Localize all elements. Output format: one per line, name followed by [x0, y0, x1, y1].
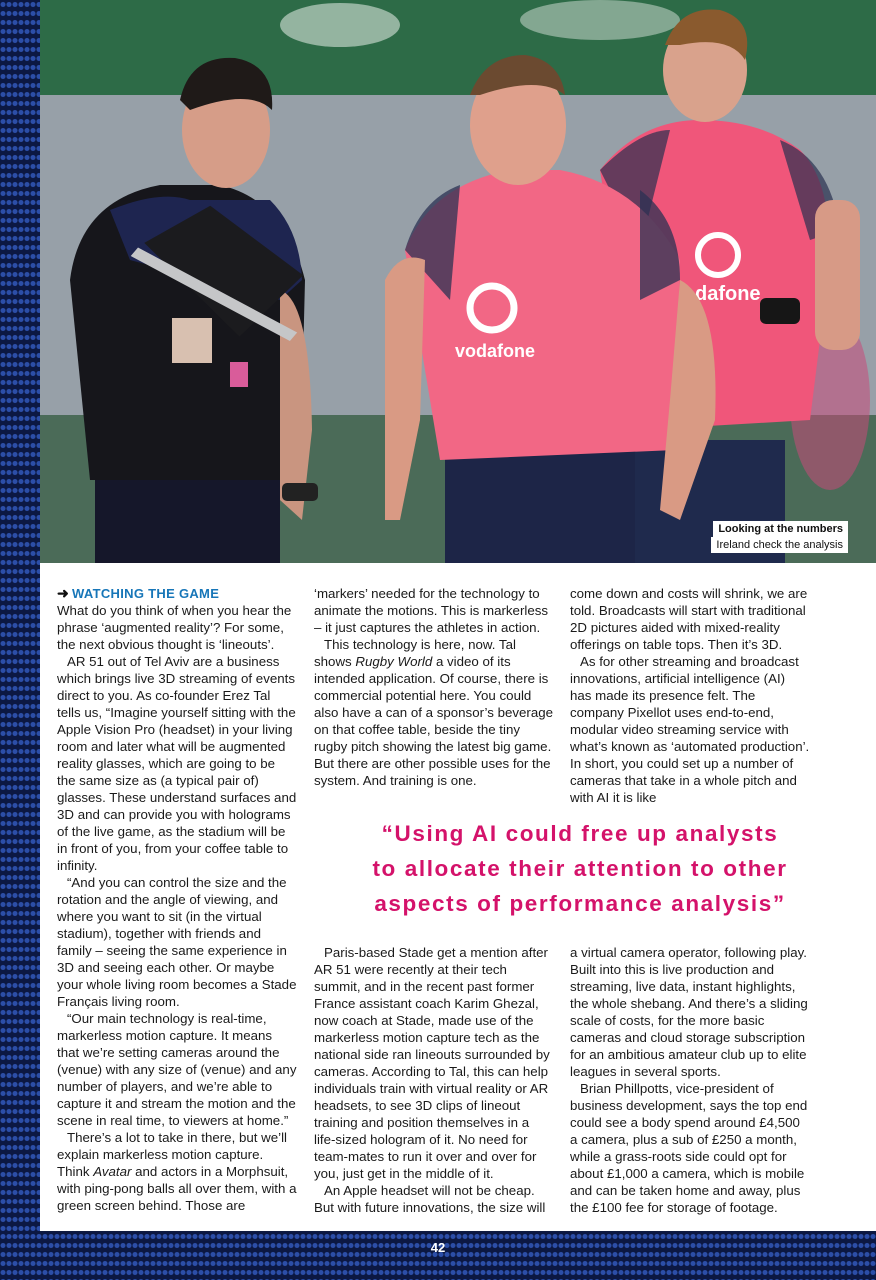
pull-quote-line: aspects of performance analysis” — [374, 891, 786, 916]
article-column-2-bottom — [314, 944, 554, 1216]
page-border-left — [0, 0, 40, 1280]
pull-quote-line: to allocate their attention to other — [372, 856, 788, 881]
text-run: a video of its intended application. Of course, there is commercial potential here. You could also have a can of a sponsor’s beverage on that coffee table, beside the tiny rugby pitch showing the latest big game. But there are other possible uses for the system. And training is one. — [314, 654, 554, 788]
page-number: 42 — [430, 1240, 446, 1255]
paragraph: Paris-based Stade get a mention after AR 51 were recently at their tech summit, and in the recent past former France assistant coach Karim Ghezal, now coach at Stade, made use of the markerless motion capture tech as the national side ran lineouts surrounded by cameras. According to Tal, this can help individuals train with virtual reality or AR headsets, to see 3D clips of lineout training and position themselves in a life-sized hologram of it. No need for team-mates to run it over and over for you, just get in the middle of it. — [314, 945, 550, 1181]
paragraph: “And you can control the size and the rotation and the angle of viewing, and where you want to sit (in the virtual stadium), together with friends and family – seeing the same experience in 3D and seeing each other. Or maybe your whole living room becomes a Stade Français living room. — [57, 875, 297, 1009]
paragraph: An Apple headset will not be cheap. But with future innovations, the size will — [314, 1183, 546, 1215]
paragraph: Brian Phillpotts, vice-president of business development, says the top end could see a body spend around £4,500 a camera, plus a sub of £250 a month, while a grass-roots side could opt for about £1,000 a camera, which is mobile and can be taken home and away, plus the £100 fee for storage of footage. — [570, 1081, 808, 1215]
text-run: This technology is here, now. Tal shows — [314, 637, 516, 669]
pull-quote — [310, 816, 850, 921]
paragraph — [314, 636, 554, 789]
paragraph: ‘markers’ needed for the technology to animate the motions. This is markerless – it just captures the athletes in action. — [314, 586, 549, 635]
section-heading-text: WATCHING THE GAME — [72, 586, 220, 601]
paragraph: What do you think of when you hear the phrase ‘augmented reality’? For some, the next obvious thought is ‘lineouts’. — [57, 603, 292, 652]
emphasis-text: Rugby World — [355, 654, 433, 669]
paragraph: “Our main technology is real-time, markerless motion capture. It means that we’re setting cameras around the (venue) with any size of (venue) and any number of players, and we’re able to capture it and stream the motion and the scene in real time, to viewers at home.” — [57, 1011, 297, 1128]
emphasis-text: Avatar — [93, 1164, 132, 1179]
paragraph: a virtual camera operator, following play. Built into this is live production and streaming, live data, instant highlights, the whole shebang. And there’s a sliding scale of costs, for the more basic cameras and cloud storage subscription for an ambitious amateur club up to elite leagues in several sports. — [570, 945, 808, 1079]
photo-caption — [711, 521, 848, 553]
text-run: and actors in a Morphsuit, with ping-pong balls all over them, with a green screen behind. Those are — [57, 1164, 297, 1213]
paragraph: As for other streaming and broadcast innovations, artificial intelligence (AI) has made its presence felt. The company Pixellot uses end-to-end, modular video streaming service with what’s known as ‘automated production’. In short, you could set up a number of cameras that take in a whole pitch and with AI it is like — [570, 654, 810, 805]
text-run: There’s a lot to take in there, but we’ll explain markerless motion capture. Think — [57, 1130, 288, 1179]
article-column-3-bottom — [570, 944, 810, 1216]
pull-quote-line: “Using AI could free up analysts — [381, 821, 779, 846]
article-column-2-top — [314, 585, 554, 789]
paragraph: come down and costs will shrink, we are told. Broadcasts will start with traditional 2D pictures aided with mixed-reality offerings on table tops. Then it’s 3D. — [570, 586, 808, 652]
caption-title: Looking at the numbers — [713, 521, 848, 537]
arrow-right-icon: ➜ — [57, 585, 70, 601]
caption-subtitle: Ireland check the analysis — [711, 537, 848, 553]
paragraph — [57, 1129, 297, 1214]
sponsor-text-back: dafone — [695, 283, 761, 305]
section-heading — [57, 585, 297, 602]
magazine-page — [40, 0, 876, 1231]
article-column-1 — [57, 585, 297, 1214]
photo-illustration — [40, 0, 876, 563]
rugby-photo — [40, 0, 876, 563]
sponsor-text-front: vodafone — [455, 341, 536, 361]
article-column-3-top — [570, 585, 810, 806]
paragraph: AR 51 out of Tel Aviv are a business which brings live 3D streaming of events direct to you. As co-founder Erez Tal tells us, “Imagine yourself sitting with the Apple Vision Pro (headset) in your living room and later what will be augmented reality glasses, which are going to be the same size as (a typical pair of) glasses. These understand surfaces and 3D and can provide you with holograms of the live game, as the stadium will be in front of you, from your coffee table to infinity. — [57, 654, 297, 873]
